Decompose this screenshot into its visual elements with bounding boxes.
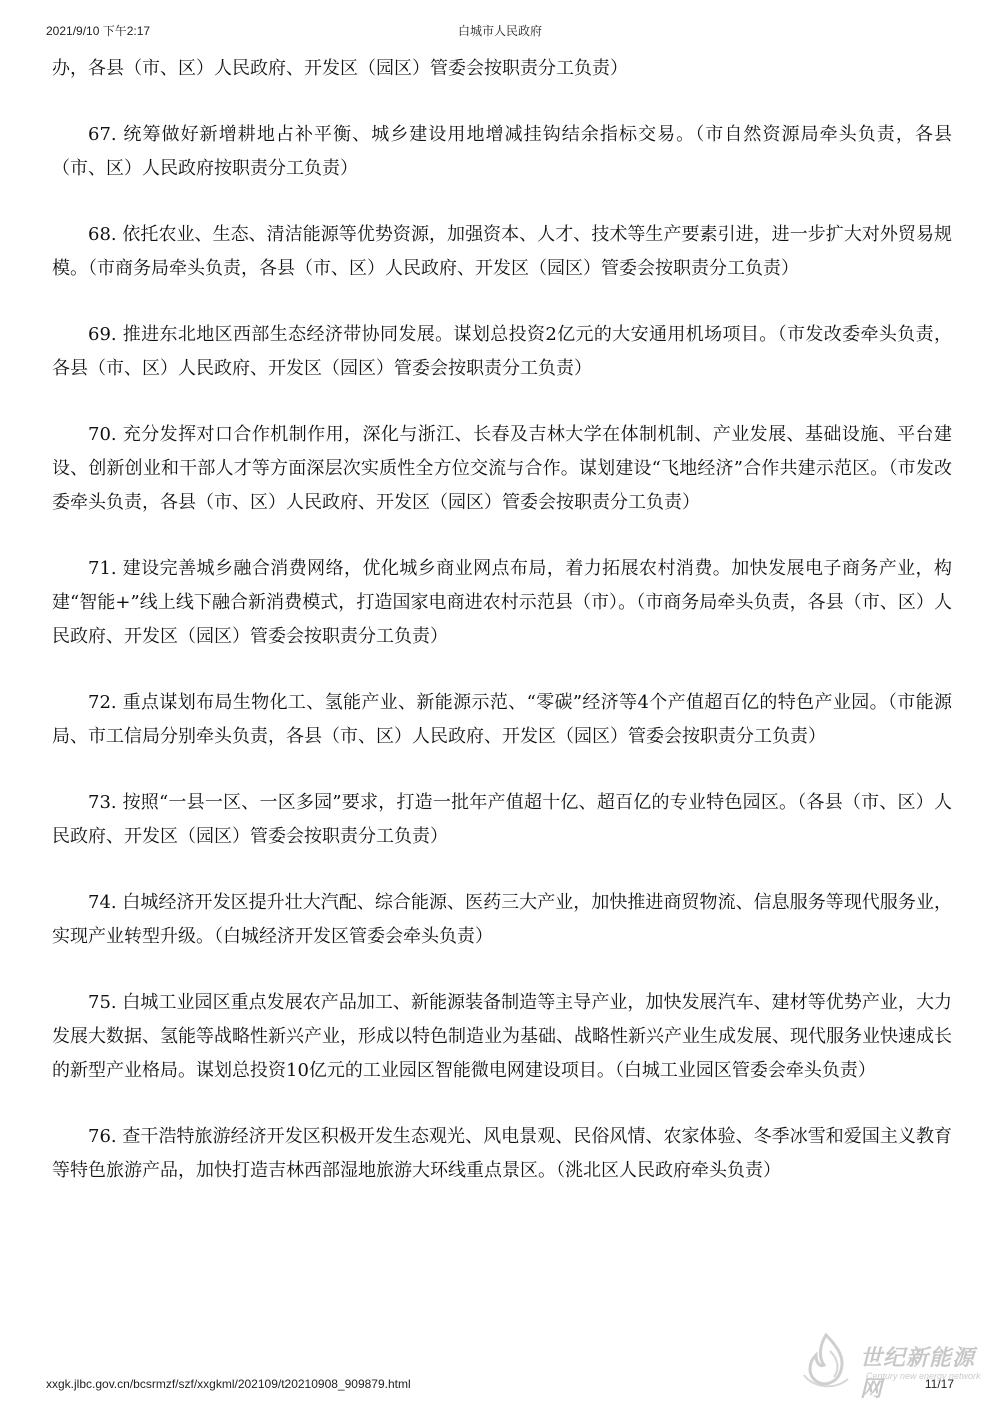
paragraph-item-74: 74. 白城经济开发区提升壮大汽配、综合能源、医药三大产业，加快推进商贸物流、信息服务等现代服务业，实现产业转型升级。（白城经济开发区管委会牵头负责） [52, 892, 952, 947]
paragraph-item-69: 69. 推进东北地区西部生态经济带协同发展。谋划总投资2亿元的大安通用机场项目。（市发改委牵头负责，各县（市、区）人民政府、开发区（园区）管委会按职责分工负责） [52, 324, 952, 379]
watermark-english: Century new energy network [866, 1371, 981, 1381]
paragraph-item-73: 73. 按照“一县一区、一区多园”要求，打造一批年产值超十亿、超百亿的专业特色园区。（各县（市、区）人民政府、开发区（园区）管委会按职责分工负责） [52, 792, 952, 847]
print-datetime: 2021/9/10 下午2:17 [46, 24, 151, 38]
flame-logo-icon [794, 1329, 858, 1393]
site-title: 白城市人民政府 [457, 24, 542, 38]
paragraph-item-70: 70. 充分发挥对口合作机制作用，深化与浙江、长春及吉林大学在体制机制、产业发展、基础设施、平台建设、创新创业和干部人才等方面深层次实质性全方位交流与合作。谋划建设“飞地经济”合作共建示范区。（市发改委牵头负责，各县（市、区）人民政府、开发区（园区）管委会按职责分工负责） [52, 424, 952, 513]
paragraph-continuation: 办，各县（市、区）人民政府、开发区（园区）管委会按职责分工负责） [52, 58, 628, 79]
paragraph-item-67: 67. 统筹做好新增耕地占补平衡、城乡建设用地增减挂钩结余指标交易。（市自然资源局牵头负责，各县（市、区）人民政府按职责分工负责） [52, 124, 952, 179]
paragraph-item-68: 68. 依托农业、生态、清洁能源等优势资源，加强资本、人才、技术等生产要素引进，进一步扩大对外贸易规模。（市商务局牵头负责，各县（市、区）人民政府、开发区（园区）管委会按职责分工负责） [52, 224, 952, 279]
page-number: 11/17 [924, 1377, 954, 1391]
paragraph-item-75: 75. 白城工业园区重点发展农产品加工、新能源装备制造等主导产业，加快发展汽车、建材等优势产业，大力发展大数据、氢能等战略性新兴产业，形成以特色制造业为基础、战略性新兴产业生成发展、现代服务业快速成长的新型产业格局。谋划总投资10亿元的工业园区智能微电网建设项目。（白城工业园区管委会牵头负责） [52, 992, 952, 1081]
document-body [52, 52, 952, 1220]
paragraph-item-76: 76. 查干浩特旅游经济开发区积极开发生态观光、风电景观、民俗风情、农家体验、冬季冰雪和爱国主义教育等特色旅游产品，加快打造吉林西部湿地旅游大环线重点景区。（洮北区人民政府牵头负责） [52, 1126, 952, 1181]
source-url: xxgk.jlbc.gov.cn/bcsrmzf/szf/xxgkml/202109/t20210908_909879.html [46, 1377, 411, 1391]
watermark [794, 1329, 994, 1402]
paragraph-item-72: 72. 重点谋划布局生物化工、氢能产业、新能源示范、“零碳”经济等4个产值超百亿的特色产业园。（市能源局、市工信局分别牵头负责，各县（市、区）人民政府、开发区（园区）管委会按职责分工负责） [52, 692, 952, 747]
page-header [46, 22, 954, 40]
paragraph-item-71: 71. 建设完善城乡融合消费网络，优化城乡商业网点布局，着力拓展农村消费。加快发展电子商务产业，构建“智能+”线上线下融合新消费模式，打造国家电商进农村示范县（市）。（市商务局牵头负责，各县（市、区）人民政府、开发区（园区）管委会按职责分工负责） [52, 558, 952, 647]
watermark-chinese: 世纪新能源网 [860, 1346, 976, 1402]
